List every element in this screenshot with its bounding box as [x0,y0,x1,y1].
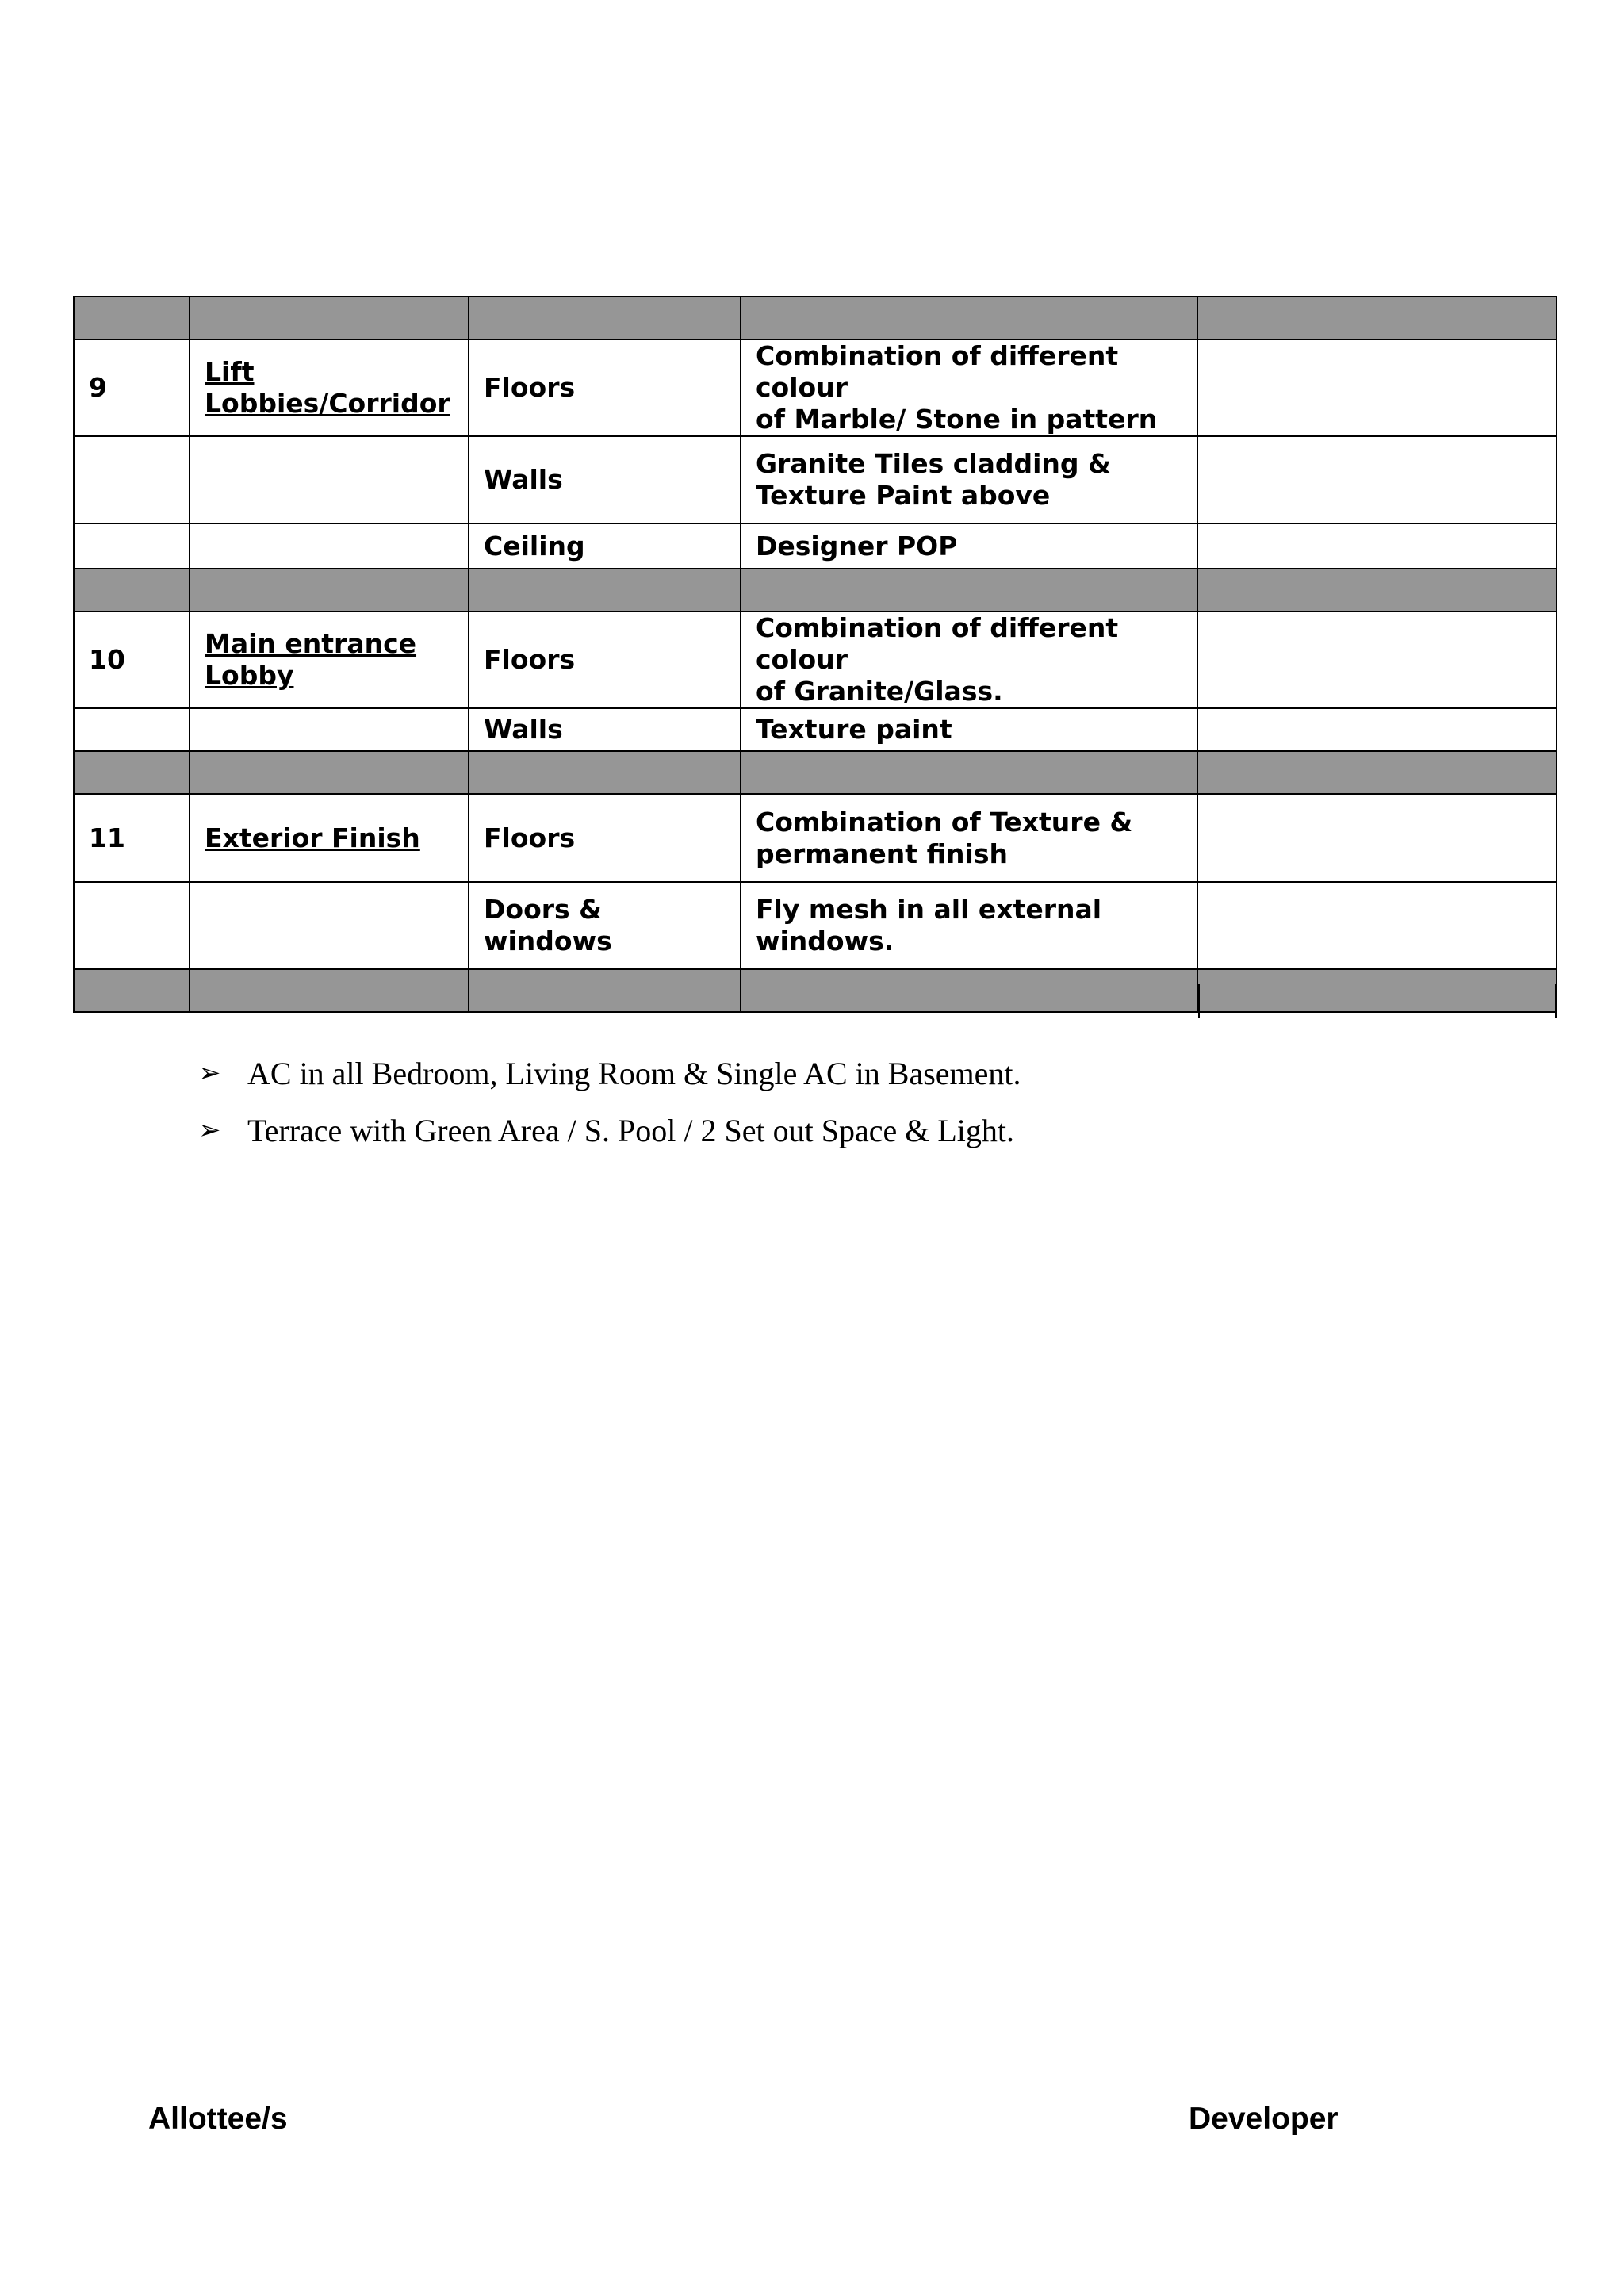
amenities-list [198,1045,1021,1159]
item-number-cell [74,708,190,751]
amenity-item [198,1102,1021,1159]
table-row [74,794,1557,882]
area-cell [190,708,469,751]
element-cell: Floors [469,339,741,436]
specification-cell-line: Texture paint [756,714,952,745]
separator-cell [74,751,190,794]
table-row [74,523,1557,569]
area-cell [190,339,469,436]
element-cell: Floors [469,611,741,708]
item-number-cell: 11 [74,794,190,882]
table-row [74,708,1557,751]
amenity-text: AC in all Bedroom, Living Room & Single AC in Basement. [247,1056,1021,1091]
specification-cell-line: Combination of Texture & [756,806,1133,838]
specification-cell-line: windows. [756,926,894,956]
separator-cell [469,297,741,339]
specification-cell-line: Combination of different colour [756,340,1119,403]
specification-cell [741,339,1197,436]
specification-cell [741,611,1197,708]
item-number-cell: 10 [74,611,190,708]
separator-cell [1197,569,1557,611]
separator-cell [190,969,469,1012]
element-cell: Walls [469,436,741,523]
section-separator-row [74,969,1557,1012]
amenity-item [198,1045,1021,1102]
table-row [74,436,1557,523]
specification-cell [741,708,1197,751]
separator-cell [190,569,469,611]
specification-cell-line: Fly mesh in all external [756,894,1102,925]
specification-cell-line: of Marble/ Stone in pattern [756,404,1158,435]
area-cell-line: Lobbies/Corridor [205,388,450,419]
item-number-cell: 9 [74,339,190,436]
table-row [74,611,1557,708]
area-cell [190,794,469,882]
remarks-cell [1197,339,1557,436]
section-separator-row [74,751,1557,794]
remarks-cell [1197,708,1557,751]
separator-cell [1197,751,1557,794]
specification-cell [741,794,1197,882]
table-row [74,339,1557,436]
area-cell-line: Lift [205,356,255,387]
specification-cell [741,436,1197,523]
specification-cell-line: Texture Paint above [756,480,1051,511]
remarks-cell [1197,523,1557,569]
remarks-cell [1197,611,1557,708]
arrow-bullet-icon: ➢ [198,1059,221,1088]
specification-cell-line: Granite Tiles cladding & [756,448,1111,479]
specification-cell-line: Designer POP [756,530,958,562]
specification-cell [741,523,1197,569]
developer-signature-label: Developer [1189,2102,1339,2136]
element-cell: Doors & windows [469,882,741,969]
remarks-cell [1197,794,1557,882]
specification-table-body [74,297,1557,1012]
separator-cell [1197,969,1557,1012]
separator-cell [74,297,190,339]
amenity-text: Terrace with Green Area / S. Pool / 2 Set out Space & Light. [247,1113,1014,1148]
section-separator-row [74,297,1557,339]
item-number-cell [74,436,190,523]
area-cell [190,523,469,569]
area-cell-line: Exterior Finish [205,822,420,853]
separator-cell [741,969,1197,1012]
item-number-cell [74,882,190,969]
specification-cell [741,882,1197,969]
separator-cell [741,569,1197,611]
allottee-signature-label: Allottee/s [148,2102,288,2136]
element-cell: Ceiling [469,523,741,569]
separator-cell [469,751,741,794]
element-cell: Floors [469,794,741,882]
specification-cell-line: of Granite/Glass. [756,676,1003,707]
section-separator-row [74,569,1557,611]
separator-cell [190,751,469,794]
separator-cell [190,297,469,339]
specification-cell-line: permanent finish [756,838,1008,869]
separator-cell [469,569,741,611]
separator-cell [741,297,1197,339]
area-cell [190,882,469,969]
separator-cell [74,569,190,611]
item-number-cell [74,523,190,569]
separator-cell [469,969,741,1012]
element-cell: Walls [469,708,741,751]
area-cell [190,436,469,523]
specification-cell-line: Combination of different colour [756,612,1119,675]
remarks-cell [1197,436,1557,523]
arrow-bullet-icon: ➢ [198,1116,221,1145]
specification-table [73,296,1557,1013]
separator-cell [74,969,190,1012]
table-tail-line-right [1555,984,1557,1018]
area-cell-line: Lobby [205,660,294,691]
table-row [74,882,1557,969]
remarks-cell [1197,882,1557,969]
separator-cell [1197,297,1557,339]
table-tail-line-left [1198,984,1200,1018]
area-cell-line: Main entrance [205,628,417,659]
separator-cell [741,751,1197,794]
area-cell [190,611,469,708]
